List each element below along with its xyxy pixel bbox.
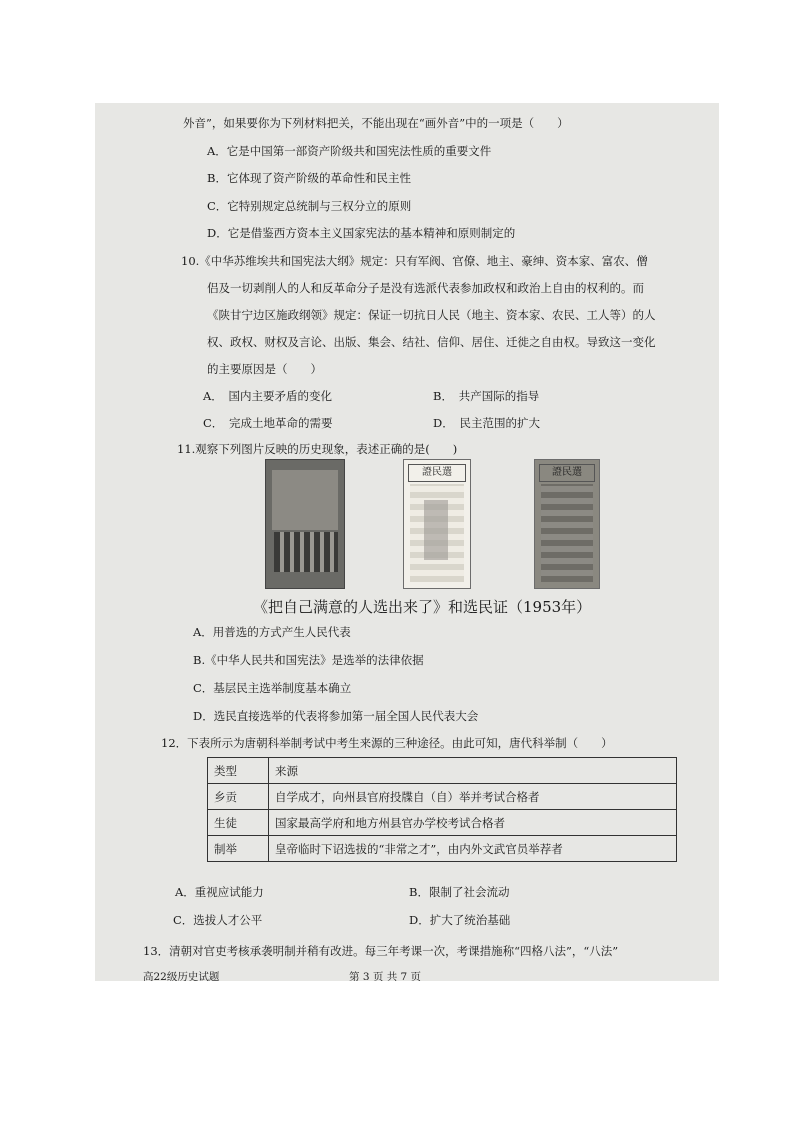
voter-card-1-title: 證民選 [408,464,466,482]
table-cell: 皇帝临时下诏选拔的“非常之才”，由内外文武官员举荐者 [269,836,677,862]
q10-stem-line-2: 侣及一切剥削人的人和反革命分子是没有选派代表参加政权和政治上自由的权利的。而 [207,281,644,295]
q10-option-c: C． 完成土地革命的需要 [203,416,333,430]
exam-source-table [207,757,677,862]
voter-card-2-body [541,484,593,582]
q10-option-b: B． 共产国际的指导 [433,389,540,403]
table-row [208,784,677,810]
q12-option-c: C．选拔人才公平 [173,913,263,927]
q11-option-d: D．选民直接选举的代表将参加第一届全国人民代表大会 [193,709,479,723]
q9-option-c: C．它特别规定总统制与三权分立的原则 [207,199,412,213]
table-header-cell: 类型 [208,758,269,784]
table-cell: 自学成才，向州县官府投牒自（自）举并考试合格者 [269,784,677,810]
q10-stem-line-4: 权、政权、财权及言论、出版、集会、结社、信仰、居住、迁徙之自由权。导致这一变化 [207,335,656,349]
q11-option-c: C．基层民主选举制度基本确立 [193,681,352,695]
figure-caption: 《把自己满意的人选出来了》和选民证（1953年） [253,598,592,616]
q12-option-b: B．限制了社会流动 [409,885,510,899]
table-header-cell: 来源 [269,758,677,784]
q11-stem: 11.观察下列图片反映的历史现象，表述正确的是( ) [177,442,458,456]
voter-card-2-title: 證民選 [539,464,595,482]
q9-option-d: D．它是借鉴西方资本主义国家宪法的基本精神和原则制定的 [207,226,516,240]
voting-photo [265,459,345,589]
photo-crowd [274,532,338,572]
q11-option-b: B.《中华人民共和国宪法》是选举的法律依据 [193,653,424,667]
photo-background [272,470,338,530]
exam-page [95,103,719,981]
q10-stem-line-1: 10.《中华苏维埃共和国宪法大纲》规定：只有军阀、官僚、地主、豪绅、资本家、富农、僧 [181,254,648,268]
q10-option-a: A． 国内主要矛盾的变化 [203,389,333,403]
table-row [208,810,677,836]
q10-stem-line-5: 的主要原因是（ ） [207,362,322,376]
q11-option-a: A．用普选的方式产生人民代表 [193,625,351,639]
q9-option-a: A．它是中国第一部资产阶级共和国宪法性质的重要文件 [207,144,492,158]
voter-card-1 [403,459,471,589]
q12-option-a: A．重视应试能力 [175,885,264,899]
q9-option-b: B．它体现了资产阶级的革命性和民主性 [207,171,411,185]
q12-option-d: D．扩大了统治基础 [409,913,511,927]
voter-card-2 [534,459,600,589]
voter-card-1-stamp [424,500,448,560]
table-cell: 国家最高学府和地方州县官办学校考试合格者 [269,810,677,836]
table-row [208,836,677,862]
q10-stem-line-3: 《陕甘宁边区施政纲领》规定：保证一切抗日人民（地主、资本家、农民、工人等）的人 [207,308,656,322]
q10-option-d: D． 民主范围的扩大 [433,416,540,430]
footer-page-number: 第 3 页 共 7 页 [349,971,422,981]
table-cell: 生徒 [208,810,269,836]
table-cell: 制举 [208,836,269,862]
q13-stem: 13．清朝对官吏考核承袭明制并稍有改进。每三年考课一次，考课措施称“四格八法”，“八法” [143,944,619,958]
q9-stem: 外音”，如果要你为下列材料把关，不能出现在“画外音”中的一项是（ ） [183,116,569,130]
q12-stem: 12．下表所示为唐朝科举制考试中考生来源的三种途径。由此可知，唐代科举制（ ） [161,736,613,750]
table-header-row [208,758,677,784]
footer-exam-name: 高22级历史试题 [143,971,220,981]
table-cell: 乡贡 [208,784,269,810]
